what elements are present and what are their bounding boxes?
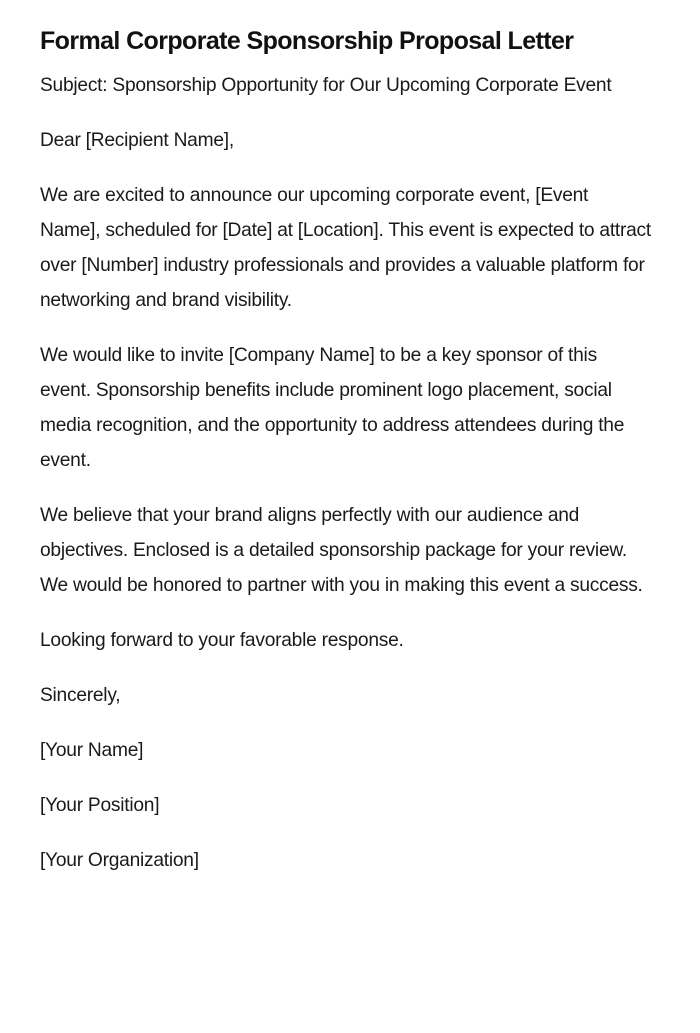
signature-name: [Your Name] <box>40 740 144 761</box>
subject-line: Subject: Sponsorship Opportunity for Our Upcoming Corporate Event <box>40 75 612 96</box>
closing-line: Looking forward to your favorable response. <box>40 630 404 651</box>
salutation: Dear [Recipient Name], <box>40 130 234 151</box>
signature-position: [Your Position] <box>40 795 160 816</box>
body-paragraph-event-announcement: We are excited to announce our upcoming corporate event, [Event Name], scheduled for [Date] at [Location]. This event is expected to attract over [Number] industry professionals and provides a valuable platform for networking and brand visibility. <box>40 185 651 311</box>
body-paragraph-brand-alignment: We believe that your brand aligns perfectly with our audience and objectives. Enclosed is a detailed sponsorship package for your review. We would be honored to partner with you in making this event a success. <box>40 505 643 596</box>
body-paragraph-sponsor-invitation: We would like to invite [Company Name] to be a key sponsor of this event. Sponsorship benefits include prominent logo placement, social media recognition, and the opportunity to address attendees during the event. <box>40 345 625 471</box>
signature-organization: [Your Organization] <box>40 850 199 871</box>
sign-off: Sincerely, <box>40 685 121 706</box>
page-title: Formal Corporate Sponsorship Proposal Letter <box>40 27 574 55</box>
